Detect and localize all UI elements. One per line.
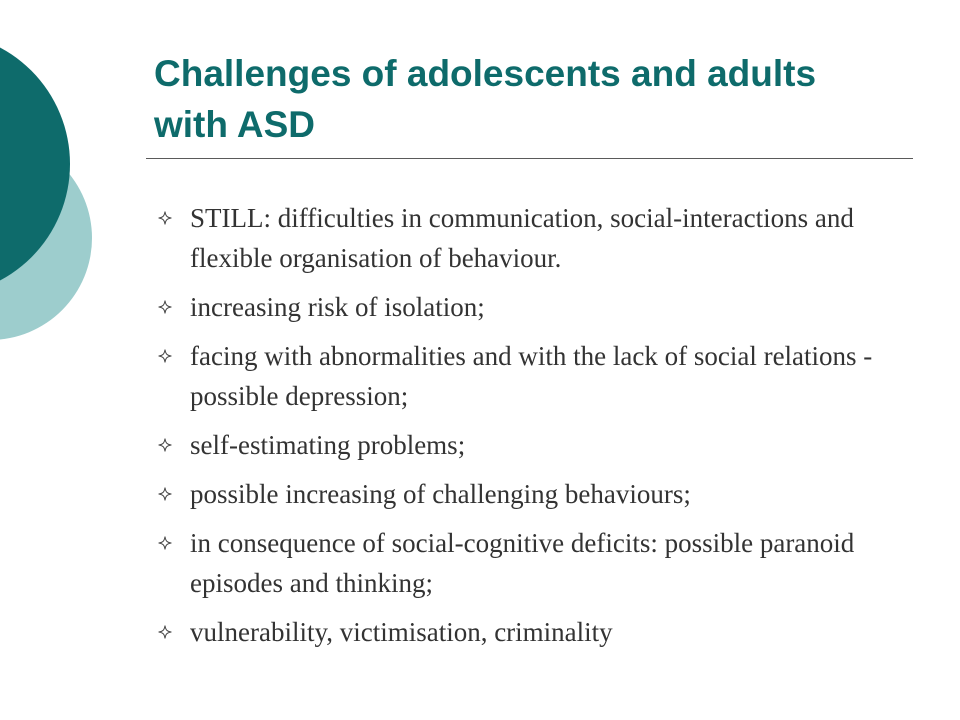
bullet-item [158, 336, 898, 416]
four-point-star-icon [158, 625, 172, 639]
bullet-text: self-estimating problems; [190, 430, 466, 460]
bullet-item [158, 287, 898, 327]
four-point-star-icon [158, 349, 172, 363]
four-point-star-icon [158, 487, 172, 501]
four-point-star-icon [158, 300, 172, 314]
four-point-star-icon [158, 438, 172, 452]
bullet-text: STILL: difficulties in communication, social-interactions and flexible organisation of behaviour. [190, 203, 854, 273]
four-point-star-icon [158, 211, 172, 225]
bullet-text: vulnerability, victimisation, criminality [190, 617, 613, 647]
decorative-circles [0, 0, 110, 400]
title-divider [146, 158, 913, 159]
slide-title: Challenges of adolescents and adults with ASD [154, 53, 817, 145]
bullet-item [158, 425, 898, 465]
bullet-text: facing with abnormalities and with the lack of social relations - possible depression; [190, 341, 873, 411]
bullet-text: possible increasing of challenging behaviours; [190, 479, 691, 509]
bullet-text: in consequence of social-cognitive deficits: possible paranoid episodes and thinking; [190, 528, 855, 598]
four-point-star-icon [158, 536, 172, 550]
bullet-item [158, 198, 898, 278]
bullet-list [158, 198, 898, 661]
bullet-item [158, 523, 898, 603]
bullet-item [158, 612, 898, 652]
bullet-text: increasing risk of isolation; [190, 292, 485, 322]
bullet-item [158, 474, 898, 514]
